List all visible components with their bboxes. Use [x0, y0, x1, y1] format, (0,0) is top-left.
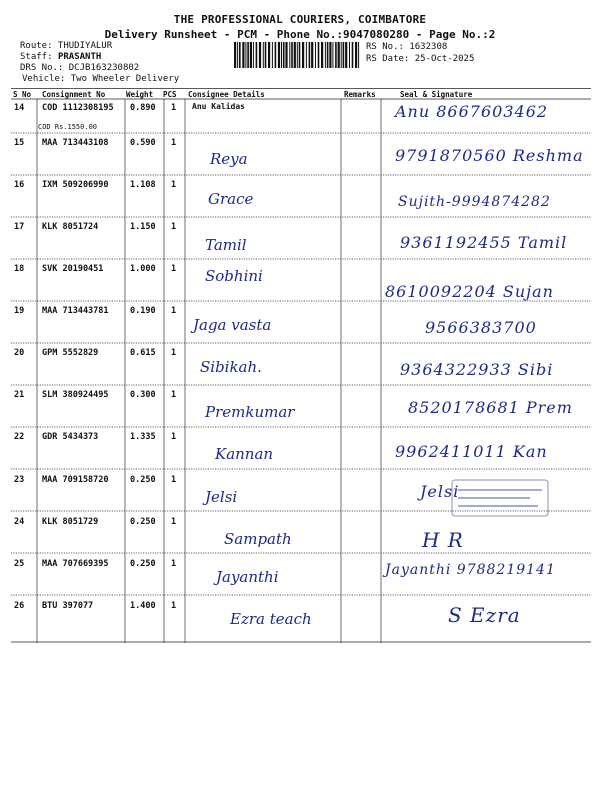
row-consignment: IXM 509206990	[42, 180, 109, 190]
row-consignment: COD 1112308195	[42, 103, 114, 113]
row-sno: 22	[14, 432, 25, 442]
drs-number: DRS No.: DCJB163230802	[20, 63, 140, 73]
row-weight: 0.615	[130, 348, 156, 358]
row-pcs: 1	[171, 306, 177, 316]
staff-label	[20, 52, 101, 62]
signature: Jayanthi 9788219141	[385, 562, 556, 578]
signature: 9361192455 Tamil	[400, 233, 568, 252]
staff-caption: Staff:	[20, 52, 58, 62]
table-row	[0, 264, 600, 274]
row-pcs: 1	[171, 180, 177, 190]
row-weight: 1.335	[130, 432, 156, 442]
row-pcs: 1	[171, 601, 177, 611]
row-weight: 0.300	[130, 390, 156, 400]
row-sno: 23	[14, 475, 25, 485]
signature: 9962411011 Kan	[395, 442, 548, 461]
row-weight: 1.150	[130, 222, 156, 232]
row-consignment: GPM 5552829	[42, 348, 99, 358]
row-sno: 19	[14, 306, 25, 316]
row-pcs: 1	[171, 517, 177, 527]
handwritten-consignee: Jaga vasta	[193, 316, 272, 334]
signature: Sujith-9994874282	[398, 194, 551, 210]
table-row	[0, 222, 600, 232]
row-weight: 1.400	[130, 601, 156, 611]
cod-amount: COD Rs.1550.00	[38, 123, 98, 131]
table-row	[0, 180, 600, 190]
table-row	[0, 306, 600, 316]
handwritten-consignee: Jelsi	[205, 488, 238, 506]
signature: 8610092204 Sujan	[385, 282, 554, 301]
handwritten-consignee: Ezra teach	[230, 610, 312, 628]
row-pcs: 1	[171, 390, 177, 400]
row-consignment: MAA 713443781	[42, 306, 109, 316]
row-consignment: SLM 380924495	[42, 390, 109, 400]
header-remarks: Remarks	[344, 90, 376, 99]
row-pcs: 1	[171, 222, 177, 232]
table-row	[0, 517, 600, 527]
consignee-name: Anu Kalidas	[192, 102, 245, 111]
rs-number: RS No.: 1632308	[366, 42, 448, 52]
row-consignment: SVK 20190451	[42, 264, 104, 274]
handwritten-consignee: Jayanthi	[216, 568, 279, 586]
row-pcs: 1	[171, 348, 177, 358]
row-pcs: 1	[171, 103, 177, 113]
row-pcs: 1	[171, 264, 177, 274]
handwritten-consignee: Tamil	[205, 236, 247, 254]
signature: 9566383700	[425, 318, 537, 337]
row-pcs: 1	[171, 432, 177, 442]
row-weight: 0.590	[130, 138, 156, 148]
row-consignment: MAA 713443108	[42, 138, 109, 148]
row-consignment: KLK 8051724	[42, 222, 99, 232]
signature: Jelsi	[420, 482, 460, 501]
row-consignment: MAA 709158720	[42, 475, 109, 485]
header-consignee: Consignee Details	[188, 90, 265, 99]
row-consignment: BTU 397077	[42, 601, 94, 611]
staff-name: PRASANTH	[57, 52, 102, 62]
handwritten-consignee: Sampath	[224, 530, 292, 548]
header-consignment: Consignment No	[42, 90, 106, 99]
row-sno: 21	[14, 390, 25, 400]
row-weight: 0.250	[130, 517, 156, 527]
barcode-graphic	[233, 42, 361, 68]
runsheet-subtitle: Delivery Runsheet - PCM - Phone No.:9047080280 - Page No.:2	[104, 28, 496, 41]
seal-stamp	[450, 478, 550, 518]
header-weight: Weight	[126, 90, 154, 99]
signature: Anu 8667603462	[395, 102, 549, 121]
handwritten-consignee: Reya	[210, 150, 248, 168]
row-sno: 20	[14, 348, 25, 358]
vehicle-label: Vehicle: Two Wheeler Delivery	[22, 74, 180, 84]
signature: S Ezra	[448, 603, 521, 627]
row-sno: 17	[14, 222, 25, 232]
row-weight: 0.250	[130, 475, 156, 485]
row-weight: 1.000	[130, 264, 156, 274]
row-consignment: MAA 707669395	[42, 559, 109, 569]
row-consignment: GDR 5434373	[42, 432, 99, 442]
handwritten-consignee: Grace	[208, 190, 254, 208]
row-weight: 0.190	[130, 306, 156, 316]
row-sno: 16	[14, 180, 25, 190]
row-sno: 15	[14, 138, 25, 148]
table-row	[0, 348, 600, 358]
row-weight: 0.890	[130, 103, 156, 113]
header-sno: S No	[13, 90, 32, 99]
signature: H R	[422, 528, 464, 552]
handwritten-consignee: Sibikah.	[200, 358, 262, 376]
row-sno: 18	[14, 264, 25, 274]
signature: 8520178681 Prem	[408, 398, 573, 417]
signature: 9791870560 Reshma	[395, 146, 584, 165]
header-pcs: PCS	[163, 90, 177, 99]
row-sno: 26	[14, 601, 25, 611]
row-consignment: KLK 8051729	[42, 517, 99, 527]
row-pcs: 1	[171, 138, 177, 148]
row-weight: 1.108	[130, 180, 156, 190]
handwritten-consignee: Premkumar	[205, 403, 295, 421]
signature: 9364322933 Sibi	[400, 360, 554, 379]
row-sno: 25	[14, 559, 25, 569]
row-pcs: 1	[171, 475, 177, 485]
handwritten-consignee: Kannan	[215, 445, 274, 463]
row-pcs: 1	[171, 559, 177, 569]
table-row	[0, 432, 600, 442]
header-seal-signature: Seal & Signature	[400, 90, 473, 99]
handwritten-consignee: Sobhini	[205, 267, 263, 285]
row-weight: 0.250	[130, 559, 156, 569]
company-title: THE PROFESSIONAL COURIERS, COIMBATORE	[173, 13, 427, 26]
route-label: Route: THUDIYALUR	[20, 41, 113, 51]
row-sno: 24	[14, 517, 25, 527]
row-sno: 14	[14, 103, 25, 113]
rs-date: RS Date: 25-Oct-2025	[366, 54, 475, 64]
